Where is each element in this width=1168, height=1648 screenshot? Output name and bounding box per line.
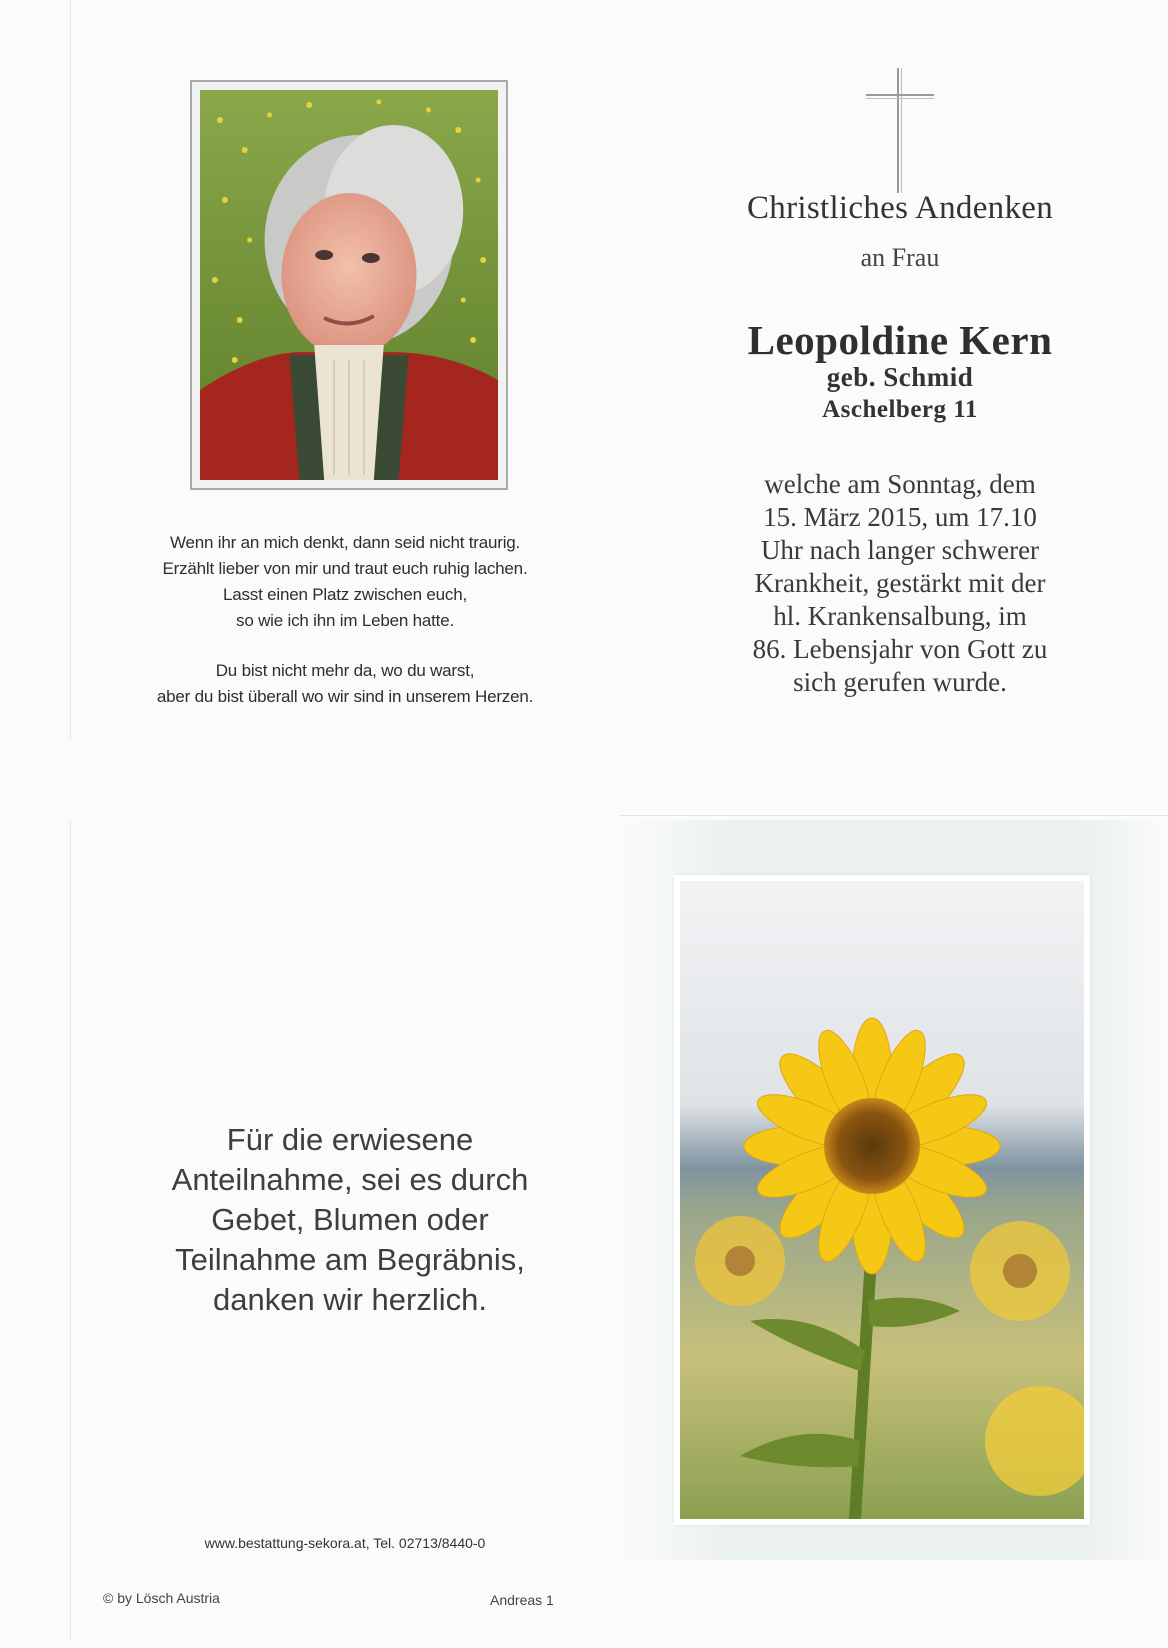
cross-icon <box>866 68 934 193</box>
birth-name: geb. Schmid <box>826 362 974 392</box>
card-subheading: an Frau <box>860 243 940 272</box>
card-heading: Christliches Andenken <box>746 190 1053 226</box>
poem-line: aber du bist überall wo wir sind in unserem Herzen. <box>156 687 534 706</box>
panel-edge-top <box>70 0 71 740</box>
poem-line: Erzählt lieber von mir und traut euch ruhig lachen. <box>162 559 528 578</box>
notice-line: Uhr nach langer schwerer <box>760 535 1040 565</box>
notice-line: 15. März 2015, um 17.10 <box>763 502 1037 532</box>
address: Aschelberg 11 <box>822 396 978 423</box>
sunflower-photo <box>674 875 1090 1525</box>
poem-line: so wie ich ihn im Leben hatte. <box>236 611 454 630</box>
notice-line: sich gerufen wurde. <box>793 667 1007 697</box>
poem-line: Du bist nicht mehr da, wo du warst, <box>215 661 475 680</box>
copyright: © by Lösch Austria <box>103 1590 220 1606</box>
panel-edge-bottom <box>70 820 71 1640</box>
footer-contact: www.bestattung-sekora.at, Tel. 02713/8440-0 <box>204 1535 486 1551</box>
fold-line <box>620 815 1168 816</box>
notice-line: 86. Lebensjahr von Gott zu <box>752 634 1048 664</box>
sunflower-image <box>680 881 1084 1519</box>
poem-stanza-2 <box>110 658 580 710</box>
thanks-line: Teilnahme am Begräbnis, <box>175 1242 525 1277</box>
poem <box>110 530 580 734</box>
portrait-photo <box>190 80 508 490</box>
thanks-message <box>110 1120 590 1320</box>
thanks-line: Anteilnahme, sei es durch <box>171 1162 529 1197</box>
thanks-line: Gebet, Blumen oder <box>211 1202 489 1237</box>
thanks-line: danken wir herzlich. <box>213 1282 487 1317</box>
notice-line: hl. Krankensalbung, im <box>773 601 1027 631</box>
notice-line: Krankheit, gestärkt mit der <box>754 568 1046 598</box>
poem-stanza-1 <box>110 530 580 634</box>
poem-line: Lasst einen Platz zwischen euch, <box>222 585 468 604</box>
poem-line: Wenn ihr an mich denkt, dann seid nicht traurig. <box>169 533 521 552</box>
death-notice <box>690 468 1110 699</box>
thanks-line: Für die erwiesene <box>226 1122 474 1157</box>
deceased-name: Leopoldine Kern <box>747 317 1053 363</box>
portrait-image <box>200 90 498 480</box>
notice-line: welche am Sonntag, dem <box>764 469 1036 499</box>
page-reference: Andreas 1 <box>490 1592 554 1608</box>
